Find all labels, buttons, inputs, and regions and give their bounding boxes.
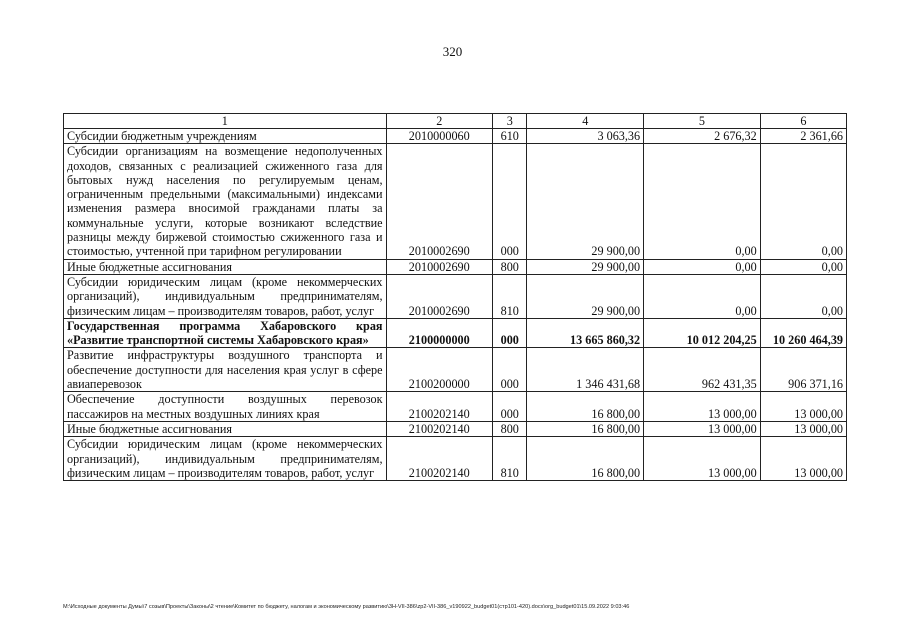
amount-2023-cell: 29 900,00 bbox=[527, 274, 644, 318]
row-name-cell: Субсидии юридическим лицам (кроме некоммерческих организаций), индивидуальным предпринимателям, физическим лицам – производителям товаров, работ, услуг bbox=[64, 437, 387, 481]
column-header: 1 bbox=[64, 114, 387, 129]
column-number-row bbox=[64, 114, 847, 129]
amount-2025-cell: 0,00 bbox=[760, 259, 846, 274]
amount-2025-cell: 906 371,16 bbox=[760, 348, 846, 392]
expense-type-cell: 800 bbox=[493, 421, 527, 436]
amount-2025-cell: 0,00 bbox=[760, 144, 846, 259]
amount-2024-cell: 0,00 bbox=[644, 259, 761, 274]
amount-2025-cell: 2 361,66 bbox=[760, 129, 846, 144]
table-row bbox=[64, 129, 847, 144]
column-header: 5 bbox=[644, 114, 761, 129]
column-header: 3 bbox=[493, 114, 527, 129]
budget-code-cell: 2100200000 bbox=[386, 348, 492, 392]
table-row bbox=[64, 318, 847, 348]
amount-2025-cell: 0,00 bbox=[760, 274, 846, 318]
amount-2023-cell: 16 800,00 bbox=[527, 392, 644, 422]
budget-code-cell: 2010002690 bbox=[386, 144, 492, 259]
amount-2023-cell: 13 665 860,32 bbox=[527, 318, 644, 348]
row-name-cell: Государственная программа Хабаровского края «Развитие транспортной системы Хабаровского края» bbox=[64, 318, 387, 348]
document-path-footer: M:\Исходные документы Думы\7 созыв\Проекты\Законы\2 чтение\Комитет по бюджету, налогам и экономическому развитию\3Н-VII-386\zp2-VII-386_v190922_budget01(стр101-420).docx\org_budget01\15.09.2022 9:03:46 bbox=[63, 604, 630, 610]
row-name-cell: Обеспечение доступности воздушных перевозок пассажиров на местных воздушных линиях края bbox=[64, 392, 387, 422]
amount-2025-cell: 13 000,00 bbox=[760, 392, 846, 422]
expense-type-cell: 000 bbox=[493, 392, 527, 422]
table-row bbox=[64, 274, 847, 318]
table-row bbox=[64, 259, 847, 274]
row-name-cell: Субсидии юридическим лицам (кроме некоммерческих организаций), индивидуальным предпринимателям, физическим лицам – производителям товаров, работ, услуг bbox=[64, 274, 387, 318]
table-body bbox=[64, 114, 847, 481]
row-name-cell: Развитие инфраструктуры воздушного транспорта и обеспечение доступности для населения края услуг в сфере авиаперевозок bbox=[64, 348, 387, 392]
amount-2023-cell: 3 063,36 bbox=[527, 129, 644, 144]
amount-2023-cell: 16 800,00 bbox=[527, 421, 644, 436]
budget-code-cell: 2010002690 bbox=[386, 259, 492, 274]
table-row bbox=[64, 348, 847, 392]
budget-code-cell: 2100202140 bbox=[386, 421, 492, 436]
table-row bbox=[64, 144, 847, 259]
budget-code-cell: 2010000060 bbox=[386, 129, 492, 144]
row-name-cell: Иные бюджетные ассигнования bbox=[64, 421, 387, 436]
amount-2024-cell: 962 431,35 bbox=[644, 348, 761, 392]
amount-2024-cell: 0,00 bbox=[644, 274, 761, 318]
table-row bbox=[64, 437, 847, 481]
row-name-cell: Субсидии бюджетным учреждениям bbox=[64, 129, 387, 144]
amount-2024-cell: 10 012 204,25 bbox=[644, 318, 761, 348]
budget-code-cell: 2010002690 bbox=[386, 274, 492, 318]
budget-code-cell: 2100202140 bbox=[386, 392, 492, 422]
column-header: 2 bbox=[386, 114, 492, 129]
amount-2024-cell: 13 000,00 bbox=[644, 421, 761, 436]
amount-2023-cell: 1 346 431,68 bbox=[527, 348, 644, 392]
amount-2024-cell: 13 000,00 bbox=[644, 437, 761, 481]
amount-2025-cell: 13 000,00 bbox=[760, 421, 846, 436]
budget-table bbox=[63, 113, 847, 481]
amount-2025-cell: 13 000,00 bbox=[760, 437, 846, 481]
amount-2024-cell: 2 676,32 bbox=[644, 129, 761, 144]
page-number: 320 bbox=[442, 44, 463, 59]
amount-2025-cell: 10 260 464,39 bbox=[760, 318, 846, 348]
amount-2024-cell: 13 000,00 bbox=[644, 392, 761, 422]
expense-type-cell: 000 bbox=[493, 318, 527, 348]
expense-type-cell: 000 bbox=[493, 348, 527, 392]
row-name-cell: Субсидии организациям на возмещение недополученных доходов, связанных с реализацией сжиженного газа для бытовых нужд населения по регулируемым ценам, ограниченным предельными (максимальными) индексами изменения размера вносимой гражданами платы за коммунальные услуги, которые возникают вследствие разницы между биржевой стоимостью сжиженного газа и стоимостью, учтенной при тарифном регулировании bbox=[64, 144, 387, 259]
amount-2024-cell: 0,00 bbox=[644, 144, 761, 259]
row-name-cell: Иные бюджетные ассигнования bbox=[64, 259, 387, 274]
expense-type-cell: 800 bbox=[493, 259, 527, 274]
budget-code-cell: 2100202140 bbox=[386, 437, 492, 481]
table-row bbox=[64, 421, 847, 436]
amount-2023-cell: 29 900,00 bbox=[527, 144, 644, 259]
amount-2023-cell: 16 800,00 bbox=[527, 437, 644, 481]
expense-type-cell: 810 bbox=[493, 274, 527, 318]
expense-type-cell: 000 bbox=[493, 144, 527, 259]
budget-code-cell: 2100000000 bbox=[386, 318, 492, 348]
column-header: 4 bbox=[527, 114, 644, 129]
table-row bbox=[64, 392, 847, 422]
expense-type-cell: 610 bbox=[493, 129, 527, 144]
column-header: 6 bbox=[760, 114, 846, 129]
amount-2023-cell: 29 900,00 bbox=[527, 259, 644, 274]
expense-type-cell: 810 bbox=[493, 437, 527, 481]
